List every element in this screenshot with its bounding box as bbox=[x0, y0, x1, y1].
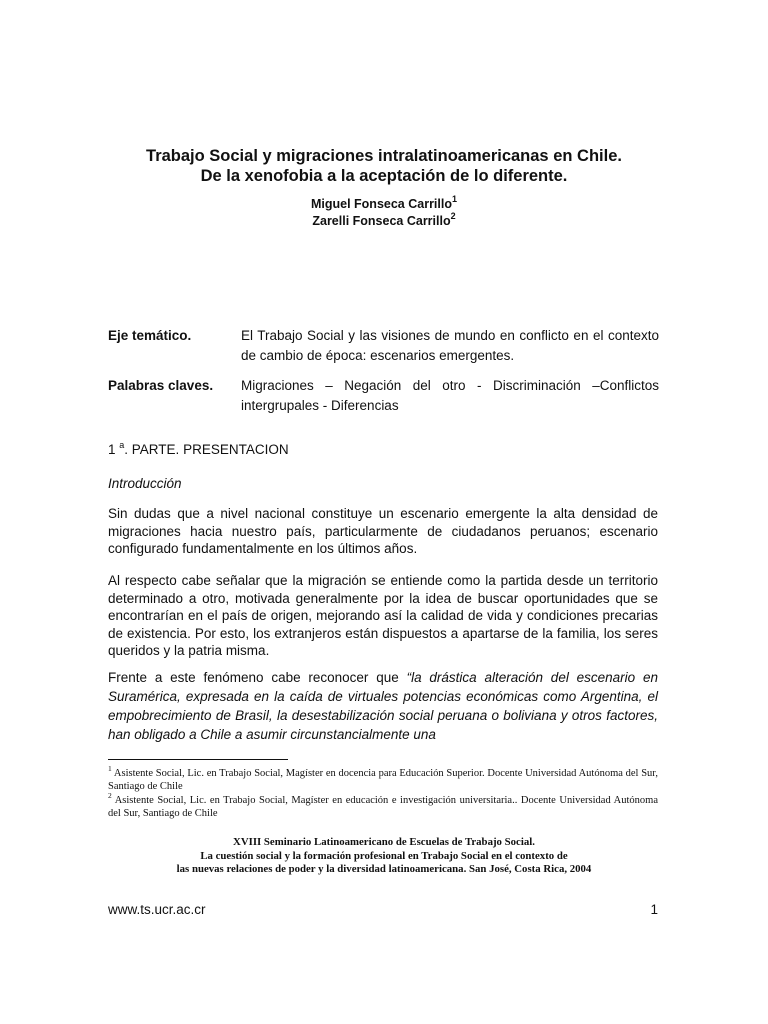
author-1 bbox=[0, 193, 768, 212]
author-name: Zarelli Fonseca Carrillo bbox=[312, 214, 451, 228]
section-ordinal: a bbox=[119, 439, 125, 450]
eje-tematico-label: Eje temático. bbox=[108, 328, 192, 343]
section-number: 1 bbox=[108, 442, 116, 457]
seminar-line-1: XVIII Seminario Latinoamericano de Escuelas de Trabajo Social. bbox=[233, 836, 535, 848]
title-line-1: Trabajo Social y migraciones intralatinoamericanas en Chile. bbox=[146, 147, 622, 165]
paragraph-1: Sin dudas que a nivel nacional constituye un escenario emergente la alta densidad de migraciones hacia nuestro país, particularmente de ciudadanos peruanos; escenario configurado fundamentalmente en los últimos años. bbox=[108, 506, 658, 557]
footnote-separator bbox=[108, 759, 288, 760]
paragraph-2: Al respecto cabe señalar que la migración se entiende como la partida desde un territorio determinado a otro, motivada generalmente por la idea de buscar oportunidades que se encontrarían en el país de origen, mejorando así la calidad de vida y condiciones precarias de existencia. Por esto, los extranjeros están dispuestos a apartarse de la familia, los seres queridos y la patria misma. bbox=[108, 573, 658, 659]
seminar-line-2: La cuestión social y la formación profesional en Trabajo Social en el contexto de bbox=[200, 849, 568, 862]
footnote-mark: 2 bbox=[108, 790, 112, 800]
footnote-text: Asistente Social, Lic. en Trabajo Social, Magíster en educación e investigación universitaria.. Docente Universidad Autónoma del Sur, Santiago de Chile bbox=[108, 795, 658, 819]
author-name: Miguel Fonseca Carrillo bbox=[310, 197, 452, 211]
footnote-1 bbox=[108, 763, 659, 793]
seminar-header bbox=[80, 836, 688, 877]
seminar-line-3: las nuevas relaciones de poder y la diversidad latinoamericana. San José, Costa Rica, 2004 bbox=[176, 863, 592, 876]
paragraph-3-text: Frente a este fenómeno cabe reconocer que bbox=[108, 670, 407, 685]
title-line-2: De la xenofobia a la aceptación de lo diferente. bbox=[200, 167, 568, 185]
footnote-text: Asistente Social, Lic. en Trabajo Social, Magíster en docencia para Educación Superior. Docente Universidad Autónoma del Sur, Santiago de Chile bbox=[108, 768, 659, 792]
author-2 bbox=[0, 210, 768, 229]
paragraph-3-quote: “la drástica alteración del escenario en Suramérica, expresada en la caída de virtuales potencias económicas como Argentina, el empobrecimiento de Brasil, la desestabilización social peruana o boliviana y otros factores, han obligado a Chile a asumir circunstancialmente una bbox=[108, 670, 658, 742]
footnote-mark: 1 bbox=[108, 763, 112, 773]
section-heading bbox=[108, 440, 289, 460]
section-title: . PARTE. PRESENTACION bbox=[124, 442, 289, 457]
subheading-introduccion: Introducción bbox=[108, 476, 182, 491]
paper-title bbox=[60, 146, 708, 186]
footnote-ref: 2 bbox=[450, 210, 456, 221]
footnote-ref: 1 bbox=[452, 193, 458, 204]
palabras-claves-label: Palabras claves. bbox=[108, 378, 214, 393]
eje-tematico-value: El Trabajo Social y las visiones de mundo en conflicto en el contexto de cambio de época: escenarios emergentes. bbox=[241, 328, 659, 363]
paragraph-3 bbox=[108, 668, 658, 744]
footer-url: www.ts.ucr.ac.cr bbox=[108, 902, 206, 917]
page-number: 1 bbox=[650, 902, 658, 917]
palabras-claves-value: Migraciones – Negación del otro - Discriminación –Conflictos intergrupales - Diferencias bbox=[241, 378, 659, 413]
footnote-2 bbox=[108, 790, 658, 820]
